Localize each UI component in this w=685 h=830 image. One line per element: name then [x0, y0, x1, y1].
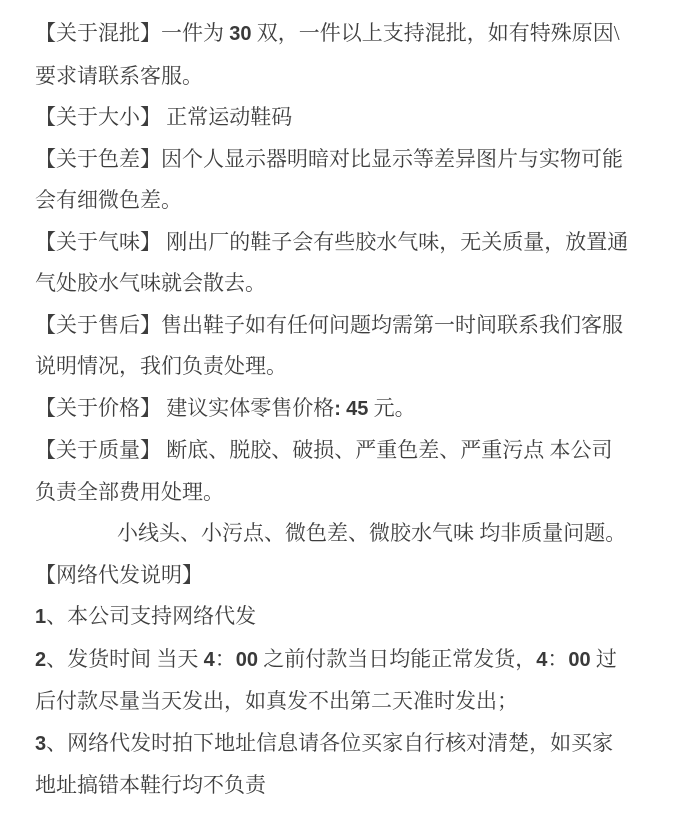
text-line: 地址搞错本鞋行均不负责: [35, 773, 266, 797]
text-line: 会有细微色差。: [35, 188, 182, 212]
text-line: 【关于大小】 正常运动鞋码: [35, 105, 293, 129]
text-line: 【关于色差】因个人显示器明暗对比显示等差异图片与实物可能: [35, 146, 623, 171]
numeric-text: 00: [235, 648, 258, 671]
text-line: 3、网络代发时拍下地址信息请各位买家自行核对清楚，如买家: [35, 730, 614, 755]
numeric-text: :: [334, 397, 341, 420]
numeric-text: 45: [346, 397, 369, 420]
text-line: 后付款尽量当天发出，如真发不出第二天准时发出；: [35, 689, 518, 713]
text-line: 【关于售后】售出鞋子如有任何问题均需第一时间联系我们客服: [35, 312, 623, 337]
numeric-text: 2: [35, 648, 47, 671]
text-line: 说明情况，我们负责处理。: [35, 354, 287, 378]
numeric-text: 1: [35, 606, 47, 628]
text-line: 【网络代发说明】: [35, 562, 203, 587]
text-line: 小线头、小污点、微色差、微胶水气味 均非质量问题。: [117, 521, 627, 545]
numeric-text: 4: [536, 648, 548, 671]
text-line: 【关于气味】 刚出厂的鞋子会有些胶水气味，无关质量，放置通: [35, 229, 629, 254]
text-line: 要求请联系客服。: [35, 63, 203, 88]
text-line: 负责全部费用处理。: [35, 479, 224, 504]
text-line: 2、发货时间 当天 4：00 之前付款当日均能正常发货，4：00 过: [35, 646, 617, 671]
text-line: 【关于混批】一件为 30 双，一件以上支持混批，如有特殊原因\: [35, 21, 620, 45]
numeric-text: 30: [229, 23, 252, 45]
numeric-text: 00: [568, 648, 591, 671]
text-line: 1、本公司支持网络代发: [35, 604, 257, 628]
text-line: 【关于价格】 建议实体零售价格: 45 元。: [35, 395, 416, 420]
text-line: 气处胶水气味就会散去。: [35, 271, 266, 295]
numeric-text: 4: [203, 648, 215, 671]
text-line: 【关于质量】 断底、脱胶、破损、严重色差、严重污点 本公司: [35, 438, 613, 462]
numeric-text: 3: [35, 732, 47, 755]
